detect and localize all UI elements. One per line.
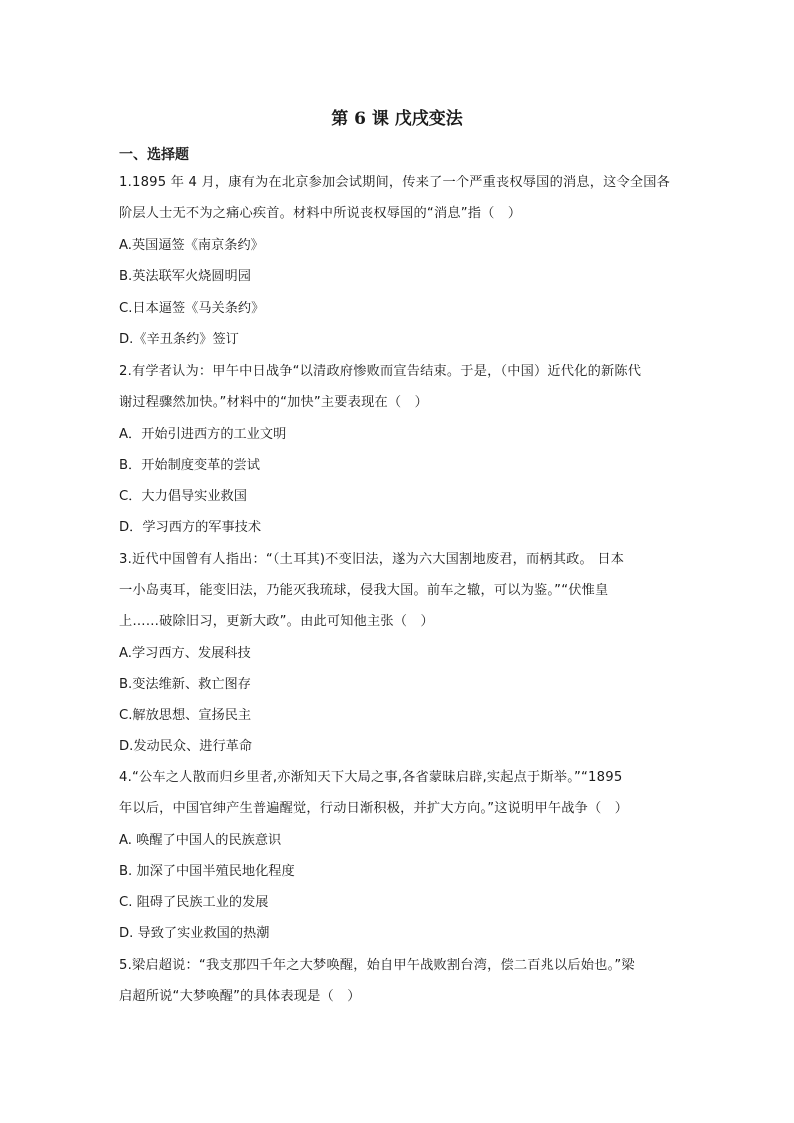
q2-option-a: A．开始引进西方的工业文明	[119, 427, 287, 442]
q1-option-d: D.《辛丑条约》签订	[119, 332, 239, 347]
q3-stem-line-1: 3.近代中国曾有人指出：“（土耳其)不变旧法，遂为六大国割地废君，而柄其政。 日本	[119, 552, 625, 567]
q2-option-b: B．开始制度变革的尝试	[119, 458, 260, 473]
q1-option-a: A.英国逼签《南京条约》	[119, 238, 264, 253]
q2-stem-line-2: 谢过程骤然加快。”材料中的“加快”主要表现在（ ）	[119, 395, 429, 410]
q1-option-b: B.英法联军火烧圆明园	[119, 269, 251, 284]
q3-option-d: D.发动民众、进行革命	[119, 739, 253, 754]
q1-stem-line-1: 1.1895 年 4 月，康有为在北京参加会试期间，传来了一个严重丧权辱国的消息，这令全国各	[119, 175, 671, 190]
q2-option-d: D．学习西方的军事技术	[119, 520, 262, 535]
q3-option-b: B.变法维新、救亡图存	[119, 677, 251, 692]
q4-option-d: D. 导致了实业救国的热潮	[119, 926, 270, 941]
q4-stem-line-1: 4.“公车之人散而归乡里者,亦渐知天下大局之事,各省蒙昧启辟,实起点于斯举。”“1895	[119, 770, 623, 785]
q5-stem-line-2: 启超所说“大梦唤醒”的具体表现是（ ）	[119, 989, 361, 1004]
q3-option-a: A.学习西方、发展科技	[119, 646, 251, 661]
q1-option-c: C.日本逼签《马关条约》	[119, 301, 265, 316]
q4-option-c: C. 阻碍了民族工业的发展	[119, 895, 269, 910]
q4-stem-line-2: 年以后，中国官绅产生普遍醒觉，行动日渐积极，并扩大方向。”这说明甲午战争（ ）	[119, 801, 629, 816]
q4-option-a: A. 唤醒了中国人的民族意识	[119, 833, 282, 848]
q2-option-c: C．大力倡导实业救国	[119, 489, 247, 504]
lesson-title: 第 6 课 戊戌变法	[331, 109, 463, 129]
q5-stem-line-1: 5.梁启超说：“我支那四千年之大梦唤醒，始自甲午战败割台湾，偿二百兆以后始也。”梁	[119, 958, 635, 973]
q2-stem-line-1: 2.有学者认为：甲午中日战争“以清政府惨败而宣告结束。于是，（中国）近代化的新陈代	[119, 364, 642, 379]
q1-stem-line-2: 阶层人士无不为之痛心疾首。材料中所说丧权辱国的“消息”指（ ）	[119, 206, 522, 221]
q3-option-c: C.解放思想、宣扬民主	[119, 708, 252, 723]
section-heading: 一、选择题	[119, 147, 189, 163]
q3-stem-line-2: 一小岛夷耳，能变旧法，乃能灭我琉球，侵我大国。前车之辙，可以为鉴。”“伏惟皇	[119, 583, 609, 598]
q3-stem-line-3: 上……破除旧习，更新大政”。由此可知他主张（ ）	[119, 614, 434, 629]
q4-option-b: B. 加深了中国半殖民地化程度	[119, 864, 295, 879]
